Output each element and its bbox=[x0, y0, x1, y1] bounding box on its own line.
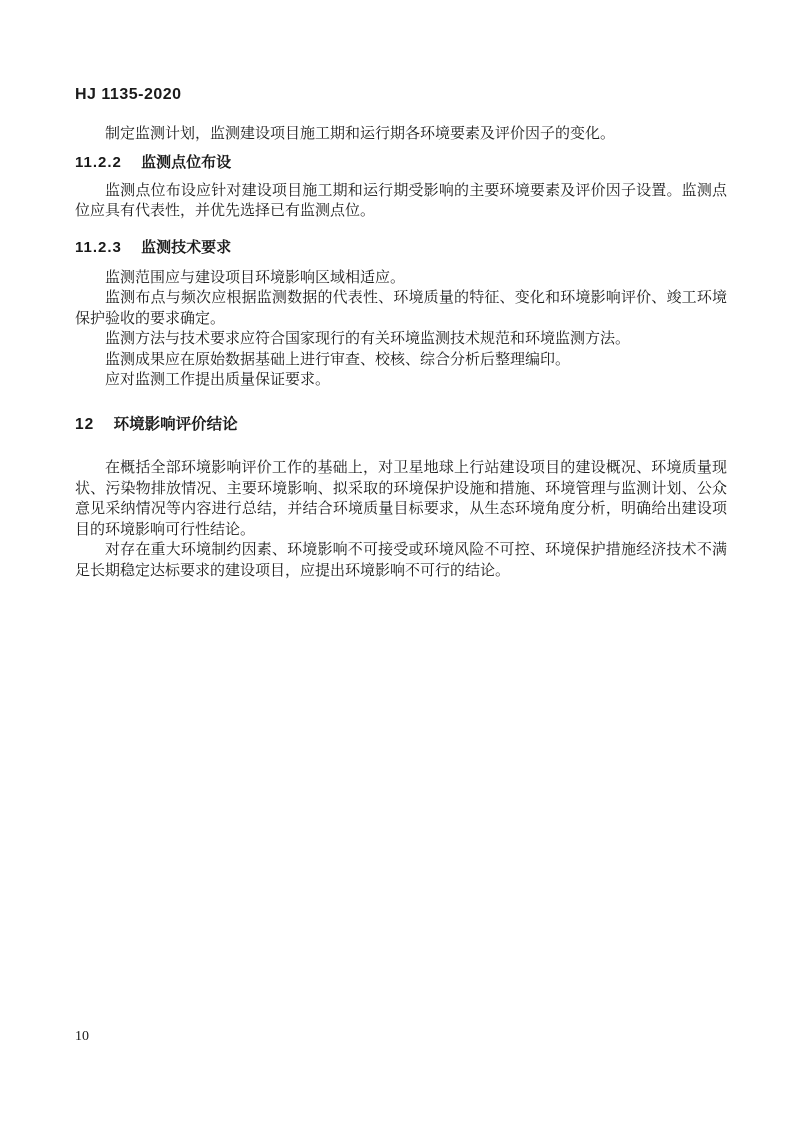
section-heading-11-2-2 bbox=[75, 153, 727, 173]
section-number: 11.2.3 bbox=[75, 238, 122, 256]
standard-number: HJ 1135-2020 bbox=[75, 86, 182, 103]
section-number: 11.2.2 bbox=[75, 153, 122, 171]
paragraph: 监测布点与频次应根据监测数据的代表性、环境质量的特征、变化和环境影响评价、竣工环境保护验收的要求确定。 bbox=[75, 290, 727, 327]
paragraph: 监测点位布设应针对建设项目施工期和运行期受影响的主要环境要素及评价因子设置。监测点位应具有代表性，并优先选择已有监测点位。 bbox=[75, 182, 727, 219]
running-header bbox=[75, 86, 727, 104]
chapter-number: 12 bbox=[75, 415, 95, 433]
section-body-11-2-2 bbox=[75, 181, 727, 222]
section-heading-11-2-3 bbox=[75, 238, 727, 258]
paragraph: 监测成果应在原始数据基础上进行审查、校核、综合分析后整理编印。 bbox=[105, 351, 571, 368]
chapter-body-12 bbox=[75, 458, 727, 581]
section-body-11-2-3 bbox=[75, 268, 727, 391]
intro-paragraph: 制定监测计划，监测建设项目施工期和运行期各环境要素及评价因子的变化。 bbox=[105, 126, 616, 142]
paragraph: 对存在重大环境制约因素、环境影响不可接受或环境风险不可控、环境保护措施经济技术不满足长期稳定达标要求的建设项目，应提出环境影响不可行的结论。 bbox=[75, 542, 727, 579]
section-title: 监测技术要求 bbox=[141, 238, 232, 256]
chapter-title: 环境影响评价结论 bbox=[113, 415, 238, 433]
chapter-heading-12 bbox=[75, 415, 727, 436]
section-title: 监测点位布设 bbox=[141, 153, 232, 171]
page-number: 10 bbox=[75, 1029, 89, 1044]
paragraph: 监测范围应与建设项目环境影响区域相适应。 bbox=[105, 269, 406, 286]
paragraph: 应对监测工作提出质量保证要求。 bbox=[105, 372, 331, 388]
paragraph: 在概括全部环境影响评价工作的基础上，对卫星地球上行站建设项目的建设概况、环境质量现状、污染物排放情况、主要环境影响、拟采取的环境保护设施和措施、环境管理与监测计划、公众意见采纳情况等内容进行总结，并结合环境质量目标要求，从生态环境角度分析，明确给出建设项目的环境影响可行性结论。 bbox=[75, 460, 727, 538]
paragraph: 监测方法与技术要求应符合国家现行的有关环境监测技术规范和环境监测方法。 bbox=[105, 331, 631, 347]
